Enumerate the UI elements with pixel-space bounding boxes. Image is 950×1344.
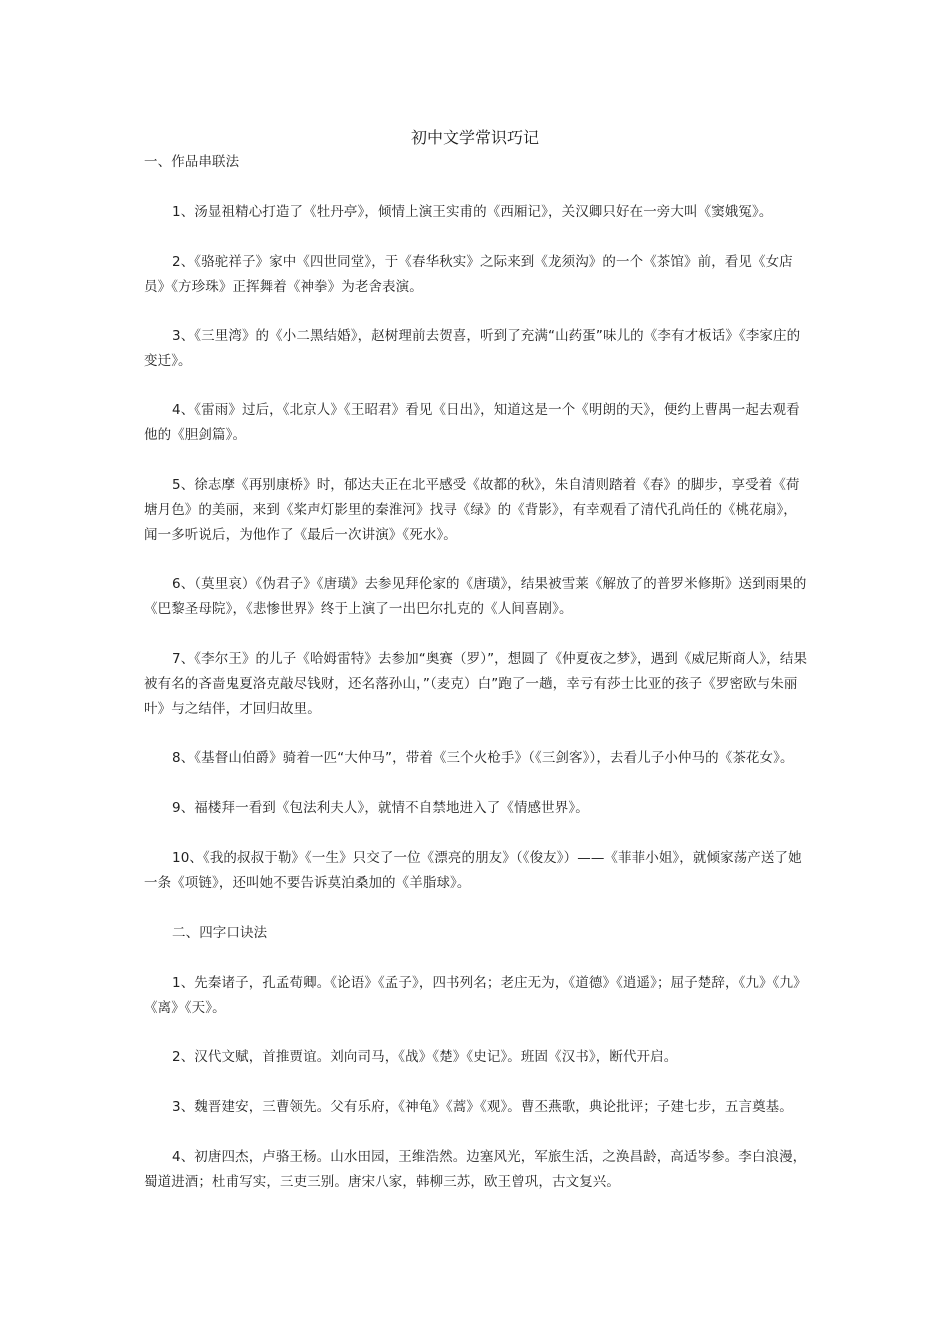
paragraph-item-9: 9、福楼拜一看到《包法利夫人》，就情不自禁地进入了《情感世界》。 [172, 800, 589, 816]
paragraph-item-4: 4、《雷雨》过后，《北京人》《王昭君》看见《日出》，知道这是一个《明朗的天》，便约上曹禺一起去观看他的《胆剑篇》。 [144, 402, 800, 443]
paragraph-item-6: 6、（莫里哀）《伪君子》《唐璜》去参见拜伦家的《唐璜》，结果被雪莱《解放了的普罗米修斯》送到雨果的《巴黎圣母院》，《悲惨世界》终于上演了一出巴尔扎克的《人间喜剧》。 [144, 576, 807, 617]
rhyme-item-4: 4、初唐四杰，卢骆王杨。山水田园，王维浩然。边塞风光，军旅生活，之涣昌龄，高适岑参。李白浪漫，蜀道进酒；杜甫写实，三吏三别。唐宋八家，韩柳三苏，欧王曾巩，古文复兴。 [144, 1149, 807, 1190]
paragraph-item-10: 10、《我的叔叔于勒》《一生》只交了一位《漂亮的朋友》（《俊友》）——《菲菲小姐》，就倾家荡产送了她一条《项链》，还叫她不要告诉莫泊桑加的《羊脂球》。 [144, 850, 802, 891]
section-heading-works-linking: 一、作品串联法 [144, 154, 240, 170]
rhyme-item-1: 1、先秦诸子，孔孟荀卿。《论语》《孟子》，四书列名；老庄无为，《道德》《逍遥》；屈子楚辞，《九》《九》《离》《天》。 [144, 975, 807, 1016]
section-heading-four-character-rhyme: 二、四字口诀法 [172, 925, 268, 941]
paragraph-item-2: 2、《骆驼祥子》家中《四世同堂》，于《春华秋实》之际来到《龙须沟》的一个《茶馆》前，看见《女店员》《方珍珠》正挥舞着《神拳》为老舍表演。 [144, 254, 793, 295]
rhyme-item-2: 2、汉代文赋，首推贾谊。刘向司马，《战》《楚》《史记》。班固《汉书》，断代开启。 [172, 1049, 678, 1065]
paragraph-item-7: 7、《李尔王》的儿子《哈姆雷特》去参加“奥赛（罗）”，想圆了《仲夏夜之梦》，遇到《威尼斯商人》，结果被有名的吝啬鬼夏洛克敲尽钱财，还名落孙山，”（麦克）白”跑了一趟，幸亏有莎士比亚的孩子《罗密欧与朱丽叶》与之结伴，才回归故里。 [144, 651, 808, 717]
paragraph-item-1: 1、汤显祖精心打造了《牡丹亭》，倾情上演王实甫的《西厢记》，关汉卿只好在一旁大叫《窦娥冤》。 [172, 204, 773, 220]
paragraph-item-5: 5、徐志摩《再别康桥》时，郁达夫正在北平感受《故都的秋》，朱自清则踏着《春》的脚步，享受着《荷塘月色》的美丽，来到《桨声灯影里的秦淮河》找寻《绿》的《背影》，有幸观看了清代孔尚任的《桃花扇》，闻一多听说后，为他作了《最后一次讲演》《死水》。 [144, 477, 800, 543]
rhyme-item-3: 3、魏晋建安，三曹领先。父有乐府，《神龟》《蒿》《观》。曹丕燕歌，典论批评；子建七步，五言奠基。 [172, 1099, 793, 1115]
document-title: 初中文学常识巧记 [410, 128, 539, 147]
paragraph-item-3: 3、《三里湾》的《小二黑结婚》，赵树理前去贺喜，听到了充满“山药蛋”味儿的《李有才板话》《李家庄的变迁》。 [144, 328, 801, 369]
paragraph-item-8: 8、《基督山伯爵》骑着一匹“大仲马”，带着《三个火枪手》（《三剑客》），去看儿子小仲马的《茶花女》。 [172, 750, 794, 766]
